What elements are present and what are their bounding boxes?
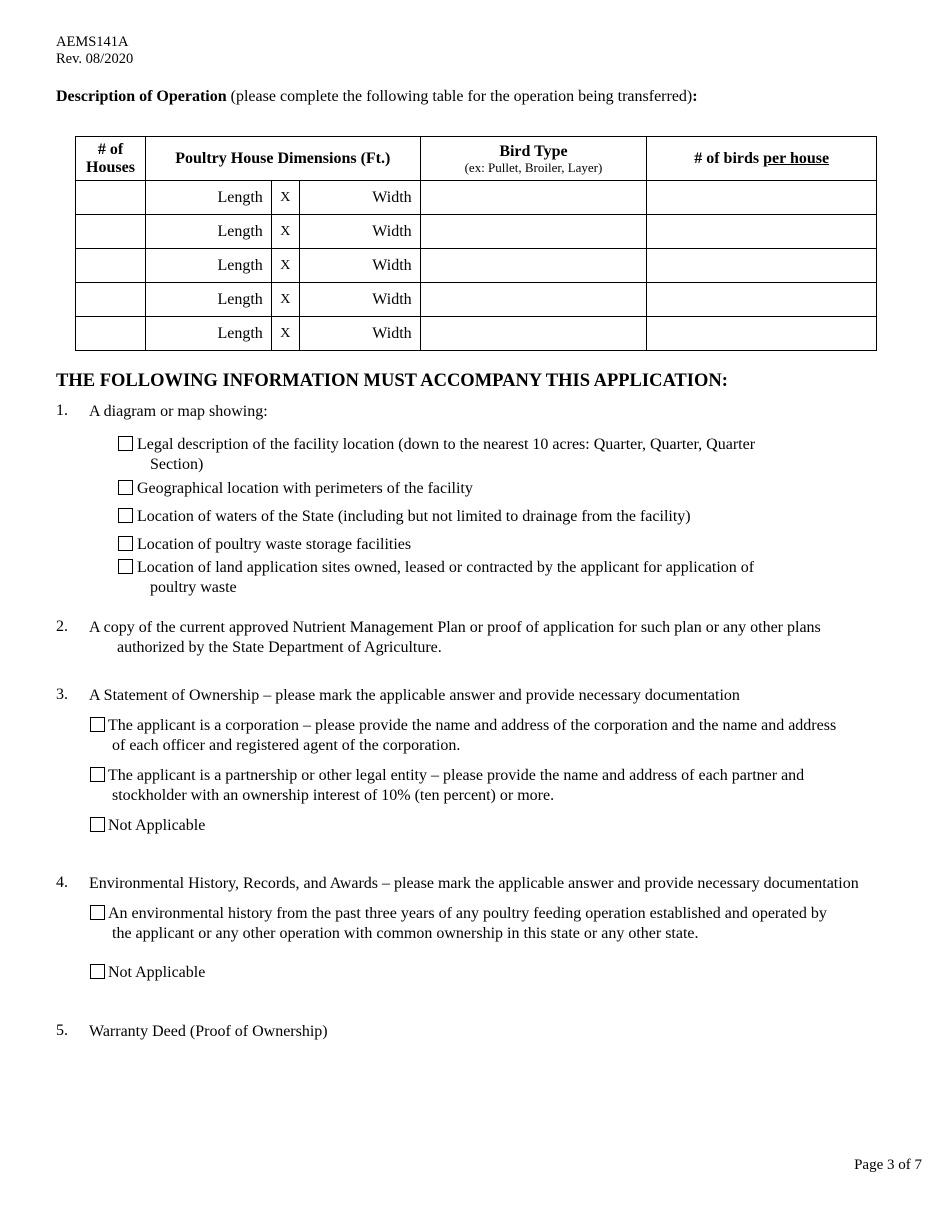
bird-type-cell[interactable]: [420, 249, 647, 283]
houses-cell[interactable]: [76, 215, 146, 249]
item-3-number: 3.: [56, 686, 68, 703]
checkbox-waters-location: Location of waters of the State (including but not limited to drainage from the facility): [118, 507, 691, 527]
table-header-row: [76, 137, 877, 181]
birds-count-cell[interactable]: [647, 249, 877, 283]
table-row: [76, 249, 877, 283]
bird-type-cell[interactable]: [420, 181, 647, 215]
item-5-text: Warranty Deed (Proof of Ownership): [89, 1023, 328, 1040]
checkbox-icon[interactable]: [90, 964, 105, 979]
page-number: Page 3 of 7: [854, 1157, 922, 1173]
houses-cell[interactable]: [76, 181, 146, 215]
times-cell: X: [271, 283, 299, 317]
item-1-number: 1.: [56, 402, 68, 419]
checkbox-icon[interactable]: [90, 717, 105, 732]
bird-type-example: (ex: Pullet, Broiler, Layer): [464, 159, 603, 175]
checkbox-waste-storage: Location of poultry waste storage facilities: [118, 535, 411, 555]
width-cell[interactable]: Width: [299, 181, 420, 215]
width-cell[interactable]: Width: [299, 249, 420, 283]
length-cell[interactable]: Length: [145, 317, 271, 351]
checkbox-icon[interactable]: [90, 767, 105, 782]
houses-cell[interactable]: [76, 317, 146, 351]
checkbox-legal-description: Legal description of the facility location (down to the nearest 10 acres: Quarter, Quarter, Quarter Section): [118, 435, 818, 475]
houses-cell[interactable]: [76, 249, 146, 283]
bird-type-cell[interactable]: [420, 283, 647, 317]
checkbox-icon[interactable]: [118, 559, 133, 574]
checkbox-icon[interactable]: [118, 480, 133, 495]
item-4-number: 4.: [56, 874, 68, 891]
bird-type-cell[interactable]: [420, 215, 647, 249]
checkbox-corporation: The applicant is a corporation – please provide the name and address of the corporation and the name and address of each officer and registered agent of the corporation.: [90, 716, 900, 756]
checkbox-icon[interactable]: [118, 508, 133, 523]
times-cell: X: [271, 181, 299, 215]
length-cell[interactable]: Length: [145, 181, 271, 215]
birds-per-house-header: # of birds per house: [647, 137, 877, 181]
item-2-text: A copy of the current approved Nutrient Management Plan or proof of application for such plan or any other plans authorized by the State Department of Agriculture.: [89, 619, 821, 656]
item-5-number: 5.: [56, 1022, 68, 1039]
checkbox-icon[interactable]: [90, 817, 105, 832]
section-heading: THE FOLLOWING INFORMATION MUST ACCOMPANY THIS APPLICATION:: [56, 371, 728, 391]
table-row: [76, 317, 877, 351]
item-4-text: Environmental History, Records, and Awards – please mark the applicable answer and provide necessary documentation: [89, 875, 859, 892]
birds-count-cell[interactable]: [647, 181, 877, 215]
checkbox-partnership: The applicant is a partnership or other legal entity – please provide the name and address of each partner and stockholder with an ownership interest of 10% (ten percent) or more.: [90, 766, 900, 806]
checkbox-geographical-location: Geographical location with perimeters of the facility: [118, 479, 473, 499]
birds-count-cell[interactable]: [647, 317, 877, 351]
length-cell[interactable]: Length: [145, 283, 271, 317]
item-1-text: A diagram or map showing:: [89, 403, 268, 420]
description-line: [56, 88, 698, 106]
checkbox-history-not-applicable: Not Applicable: [90, 963, 205, 983]
length-cell[interactable]: Length: [145, 215, 271, 249]
checkbox-icon[interactable]: [118, 436, 133, 451]
form-identifier: [56, 34, 133, 68]
table-row: [76, 181, 877, 215]
form-revision: Rev. 08/2020: [56, 51, 134, 67]
width-cell[interactable]: Width: [299, 317, 420, 351]
times-cell: X: [271, 249, 299, 283]
width-cell[interactable]: Width: [299, 215, 420, 249]
checkbox-icon[interactable]: [118, 536, 133, 551]
checkbox-environmental-history: An environmental history from the past three years of any poultry feeding operation established and operated by the applicant or any other operation with common ownership in this state or any other state.: [90, 904, 900, 944]
birds-count-cell[interactable]: [647, 215, 877, 249]
times-cell: X: [271, 215, 299, 249]
houses-cell[interactable]: [76, 283, 146, 317]
description-instruction: (please complete the following table for the operation being transferred): [230, 88, 693, 105]
description-colon: :: [692, 88, 698, 105]
checkbox-land-application: Location of land application sites owned, leased or contracted by the applicant for application of poultry waste: [118, 558, 838, 598]
form-number: AEMS141A: [56, 34, 129, 50]
length-cell[interactable]: Length: [145, 249, 271, 283]
description-label: Description of Operation: [56, 88, 227, 105]
bird-type-header: Bird Type (ex: Pullet, Broiler, Layer): [420, 137, 647, 181]
houses-header: # of Houses: [76, 137, 146, 181]
birds-count-cell[interactable]: [647, 283, 877, 317]
table-row: [76, 283, 877, 317]
bird-type-cell[interactable]: [420, 317, 647, 351]
item-2-number: 2.: [56, 618, 68, 635]
operation-table: [75, 136, 877, 351]
checkbox-icon[interactable]: [90, 905, 105, 920]
dimensions-header: Poultry House Dimensions (Ft.): [145, 137, 420, 181]
times-cell: X: [271, 317, 299, 351]
checkbox-ownership-not-applicable: Not Applicable: [90, 816, 205, 836]
table-row: [76, 215, 877, 249]
width-cell[interactable]: Width: [299, 283, 420, 317]
item-3-text: A Statement of Ownership – please mark the applicable answer and provide necessary documentation: [89, 687, 740, 704]
